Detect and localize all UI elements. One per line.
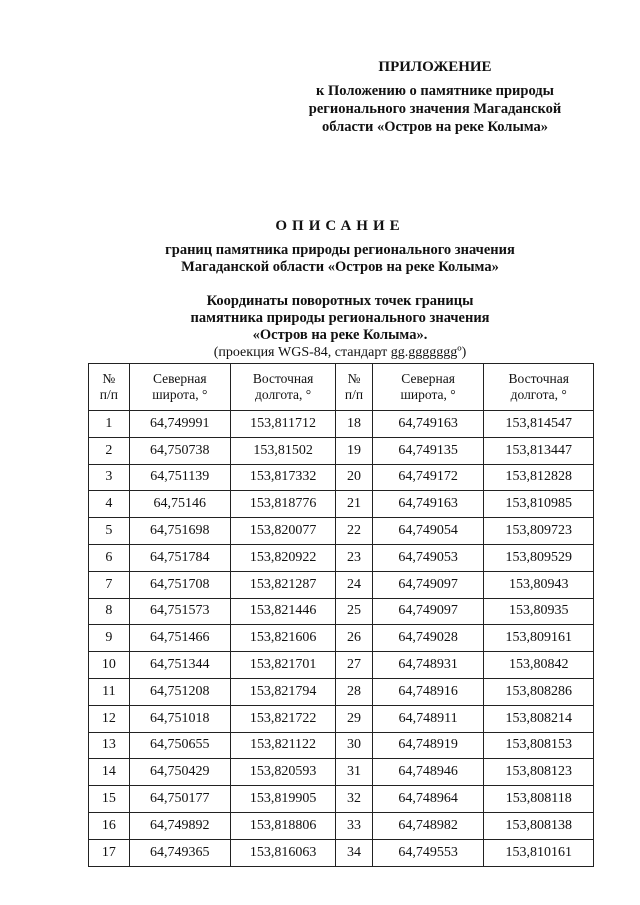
cell-longitude: 153,810985 — [484, 491, 594, 518]
cell-latitude: 64,748919 — [372, 732, 484, 759]
cell-number: 22 — [336, 518, 373, 545]
header-longitude-2 — [484, 364, 594, 411]
cell-longitude: 153,812828 — [484, 464, 594, 491]
cell-latitude: 64,75146 — [129, 491, 230, 518]
table-row — [89, 732, 594, 759]
cell-longitude: 153,816063 — [230, 839, 335, 866]
cell-number: 1 — [89, 411, 130, 438]
cell-latitude: 64,749097 — [372, 571, 484, 598]
cell-latitude: 64,751784 — [129, 544, 230, 571]
table-row — [89, 571, 594, 598]
cell-longitude: 153,808214 — [484, 705, 594, 732]
cell-longitude: 153,820922 — [230, 544, 335, 571]
table-header-row — [89, 364, 594, 411]
cell-latitude: 64,749028 — [372, 625, 484, 652]
cell-longitude: 153,809723 — [484, 518, 594, 545]
cell-latitude: 64,749163 — [372, 491, 484, 518]
cell-number: 24 — [336, 571, 373, 598]
cell-longitude: 153,821122 — [230, 732, 335, 759]
appendix-line: регионального значения Магаданской — [308, 101, 562, 117]
header-latitude-2 — [372, 364, 484, 411]
subtitle-line: Магаданской области «Остров на реке Колыма» — [181, 259, 499, 275]
cell-latitude: 64,751139 — [129, 464, 230, 491]
description-title: ОПИСАНИЕ — [275, 218, 405, 234]
cell-number: 20 — [336, 464, 373, 491]
cell-number: 3 — [89, 464, 130, 491]
cell-latitude: 64,749991 — [129, 411, 230, 438]
cell-number: 16 — [89, 812, 130, 839]
header-number2-line2: п/п — [344, 387, 364, 402]
coordinates-heading — [60, 293, 620, 344]
header-longitude-line2: долгота, ° — [255, 387, 312, 402]
cell-number: 9 — [89, 625, 130, 652]
cell-longitude: 153,80842 — [484, 652, 594, 679]
cell-number: 14 — [89, 759, 130, 786]
cell-longitude: 153,809529 — [484, 544, 594, 571]
header-longitude2-line1: Восточная — [508, 371, 569, 386]
cell-longitude: 153,81502 — [230, 437, 335, 464]
cell-longitude: 153,818806 — [230, 812, 335, 839]
cell-latitude: 64,751708 — [129, 571, 230, 598]
cell-longitude: 153,821606 — [230, 625, 335, 652]
cell-latitude: 64,751208 — [129, 678, 230, 705]
cell-number: 21 — [336, 491, 373, 518]
projection-note: (проекция WGS-84, стандарт gg.gggggggº) — [213, 345, 467, 360]
cell-number: 5 — [89, 518, 130, 545]
table-row — [89, 544, 594, 571]
cell-latitude: 64,751344 — [129, 652, 230, 679]
cell-number: 23 — [336, 544, 373, 571]
appendix-line: к Положению о памятнике природы — [316, 83, 554, 99]
table-row — [89, 518, 594, 545]
cell-number: 27 — [336, 652, 373, 679]
cell-longitude: 153,808118 — [484, 786, 594, 813]
header-latitude2-line2: широта, ° — [400, 387, 456, 402]
appendix-block — [300, 58, 570, 136]
cell-longitude: 153,808286 — [484, 678, 594, 705]
cell-latitude: 64,748931 — [372, 652, 484, 679]
table-row — [89, 464, 594, 491]
cell-number: 31 — [336, 759, 373, 786]
cell-longitude: 153,821287 — [230, 571, 335, 598]
cell-number: 8 — [89, 598, 130, 625]
cell-latitude: 64,748911 — [372, 705, 484, 732]
table-row — [89, 705, 594, 732]
cell-number: 6 — [89, 544, 130, 571]
cell-latitude: 64,749892 — [129, 812, 230, 839]
subtitle-line: границ памятника природы регионального значения — [165, 242, 515, 258]
cell-longitude: 153,811712 — [230, 411, 335, 438]
header-number-2 — [336, 364, 373, 411]
cell-latitude: 64,748916 — [372, 678, 484, 705]
cell-latitude: 64,749135 — [372, 437, 484, 464]
header-number-line2: п/п — [99, 387, 118, 402]
description-subtitle — [60, 242, 620, 276]
cell-latitude: 64,748982 — [372, 812, 484, 839]
appendix-title: ПРИЛОЖЕНИЕ — [378, 59, 492, 75]
cell-latitude: 64,751573 — [129, 598, 230, 625]
header-number-line1: № — [102, 371, 116, 386]
table-row — [89, 598, 594, 625]
cell-number: 19 — [336, 437, 373, 464]
cell-latitude: 64,748964 — [372, 786, 484, 813]
cell-latitude: 64,749172 — [372, 464, 484, 491]
cell-longitude: 153,819905 — [230, 786, 335, 813]
cell-number: 33 — [336, 812, 373, 839]
cell-longitude: 153,80943 — [484, 571, 594, 598]
cell-longitude: 153,820077 — [230, 518, 335, 545]
cell-latitude: 64,749163 — [372, 411, 484, 438]
cell-number: 34 — [336, 839, 373, 866]
table-row — [89, 411, 594, 438]
cell-latitude: 64,749053 — [372, 544, 484, 571]
cell-longitude: 153,808123 — [484, 759, 594, 786]
cell-number: 7 — [89, 571, 130, 598]
table-row — [89, 812, 594, 839]
cell-longitude: 153,821446 — [230, 598, 335, 625]
cell-longitude: 153,821722 — [230, 705, 335, 732]
coords-heading-line: памятника природы регионального значения — [190, 310, 490, 326]
cell-latitude: 64,751466 — [129, 625, 230, 652]
cell-longitude: 153,813447 — [484, 437, 594, 464]
cell-longitude: 153,817332 — [230, 464, 335, 491]
cell-number: 17 — [89, 839, 130, 866]
cell-longitude: 153,818776 — [230, 491, 335, 518]
header-number — [89, 364, 130, 411]
header-latitude-line1: Северная — [152, 371, 207, 386]
table-row — [89, 625, 594, 652]
header-latitude — [129, 364, 230, 411]
table-row — [89, 437, 594, 464]
cell-latitude: 64,748946 — [372, 759, 484, 786]
cell-latitude: 64,750655 — [129, 732, 230, 759]
cell-latitude: 64,750429 — [129, 759, 230, 786]
cell-latitude: 64,751018 — [129, 705, 230, 732]
cell-number: 25 — [336, 598, 373, 625]
cell-number: 10 — [89, 652, 130, 679]
cell-number: 4 — [89, 491, 130, 518]
header-number2-line1: № — [347, 371, 361, 386]
cell-longitude: 153,809161 — [484, 625, 594, 652]
cell-number: 29 — [336, 705, 373, 732]
cell-latitude: 64,750177 — [129, 786, 230, 813]
table-row — [89, 759, 594, 786]
cell-number: 32 — [336, 786, 373, 813]
cell-number: 15 — [89, 786, 130, 813]
table-row — [89, 678, 594, 705]
cell-number: 18 — [336, 411, 373, 438]
cell-longitude: 153,814547 — [484, 411, 594, 438]
header-longitude2-line2: долгота, ° — [510, 387, 567, 402]
table-row — [89, 839, 594, 866]
cell-longitude: 153,808153 — [484, 732, 594, 759]
cell-number: 30 — [336, 732, 373, 759]
cell-latitude: 64,749365 — [129, 839, 230, 866]
cell-number: 28 — [336, 678, 373, 705]
cell-number: 12 — [89, 705, 130, 732]
cell-number: 11 — [89, 678, 130, 705]
table-row — [89, 491, 594, 518]
header-longitude — [230, 364, 335, 411]
cell-latitude: 64,750738 — [129, 437, 230, 464]
cell-number: 2 — [89, 437, 130, 464]
cell-number: 26 — [336, 625, 373, 652]
cell-longitude: 153,808138 — [484, 812, 594, 839]
header-longitude-line1: Восточная — [252, 371, 314, 386]
coordinates-table — [88, 363, 594, 867]
table-row — [89, 786, 594, 813]
cell-number: 13 — [89, 732, 130, 759]
cell-longitude: 153,810161 — [484, 839, 594, 866]
cell-longitude: 153,820593 — [230, 759, 335, 786]
cell-longitude: 153,821794 — [230, 678, 335, 705]
header-latitude-line2: широта, ° — [152, 387, 208, 402]
cell-longitude: 153,80935 — [484, 598, 594, 625]
cell-latitude: 64,749054 — [372, 518, 484, 545]
table-row — [89, 652, 594, 679]
coords-heading-line: «Остров на реке Колыма». — [252, 327, 428, 343]
coords-heading-line: Координаты поворотных точек границы — [206, 293, 474, 309]
header-latitude2-line1: Северная — [401, 371, 455, 386]
appendix-line: области «Остров на реке Колыма» — [321, 119, 549, 135]
cell-longitude: 153,821701 — [230, 652, 335, 679]
cell-latitude: 64,751698 — [129, 518, 230, 545]
cell-latitude: 64,749097 — [372, 598, 484, 625]
cell-latitude: 64,749553 — [372, 839, 484, 866]
